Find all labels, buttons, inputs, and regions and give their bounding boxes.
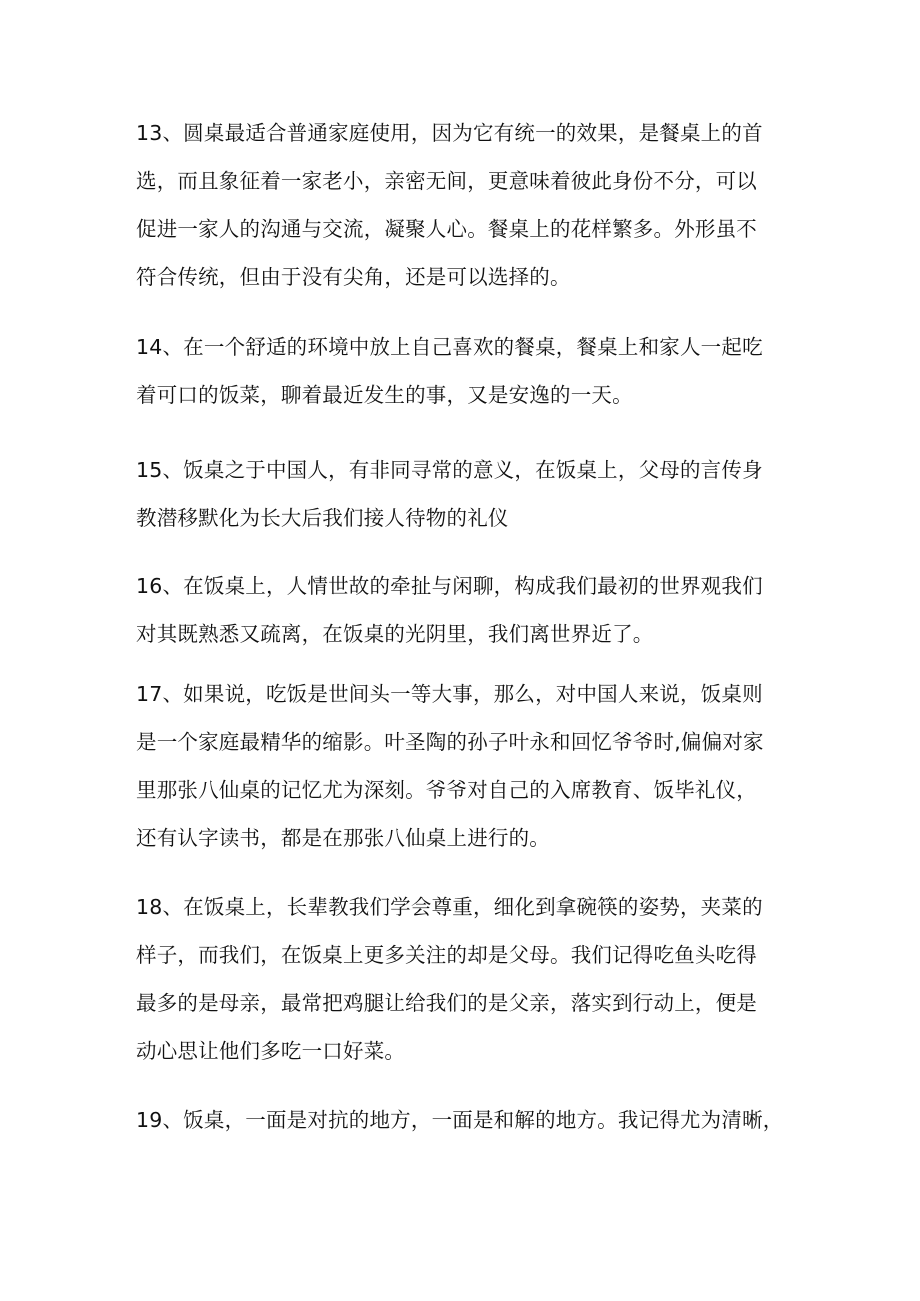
text-line: 还有认字读书，都是在那张八仙桌上进行的。 [136, 826, 550, 850]
text-line: 着可口的饭菜，聊着最近发生的事，又是安逸的一天。 [136, 383, 633, 407]
paragraph-13 [136, 109, 796, 301]
text-line: 样子，而我们，在饭桌上更多关注的却是父母。我们记得吃鱼头吃得 [136, 943, 757, 967]
text-line: 最多的是母亲，最常把鸡腿让给我们的是父亲，落实到行动上，便是 [136, 991, 757, 1015]
paragraph-19 [136, 1096, 796, 1144]
text-line: 16、在饭桌上，人情世故的牵扯与闲聊，构成我们最初的世界观我们 [136, 574, 763, 598]
text-line: 17、如果说，吃饭是世间头一等大事，那么，对中国人来说，饭桌则 [136, 682, 763, 706]
text-line: 里那张八仙桌的记忆尤为深刻。爷爷对自己的入席教育、饭毕礼仪， [136, 778, 757, 802]
text-line: 选，而且象征着一家老小，亲密无间，更意味着彼此身份不分，可以 [136, 169, 757, 193]
text-line: 促进一家人的沟通与交流，凝聚人心。餐桌上的花样繁多。外形虽不 [136, 217, 757, 241]
text-line: 14、在一个舒适的环境中放上自己喜欢的餐桌，餐桌上和家人一起吃 [136, 335, 763, 359]
text-line: 13、圆桌最适合普通家庭使用，因为它有统一的效果，是餐桌上的首 [136, 121, 763, 145]
text-line: 动心思让他们多吃一口好菜。 [136, 1039, 406, 1063]
paragraph-17 [136, 670, 796, 862]
text-line: 18、在饭桌上，长辈教我们学会尊重，细化到拿碗筷的姿势，夹菜的 [136, 895, 763, 919]
text-line: 符合传统，但由于没有尖角，还是可以选择的。 [136, 265, 571, 289]
text-line: 是一个家庭最精华的缩影。叶圣陶的孙子叶永和回忆爷爷时,偏偏对家 [136, 730, 764, 754]
text-line: 对其既熟悉又疏离，在饭桌的光阴里，我们离世界近了。 [136, 622, 654, 646]
paragraph-15 [136, 446, 796, 542]
paragraph-18 [136, 883, 796, 1075]
text-line: 教潜移默化为长大后我们接人待物的礼仪 [136, 506, 509, 530]
paragraph-14 [136, 323, 796, 419]
paragraph-16 [136, 562, 796, 658]
text-line: 19、饭桌，一面是对抗的地方，一面是和解的地方。我记得尤为清晰， [136, 1108, 784, 1132]
text-line: 15、饭桌之于中国人，有非同寻常的意义，在饭桌上，父母的言传身 [136, 458, 763, 482]
